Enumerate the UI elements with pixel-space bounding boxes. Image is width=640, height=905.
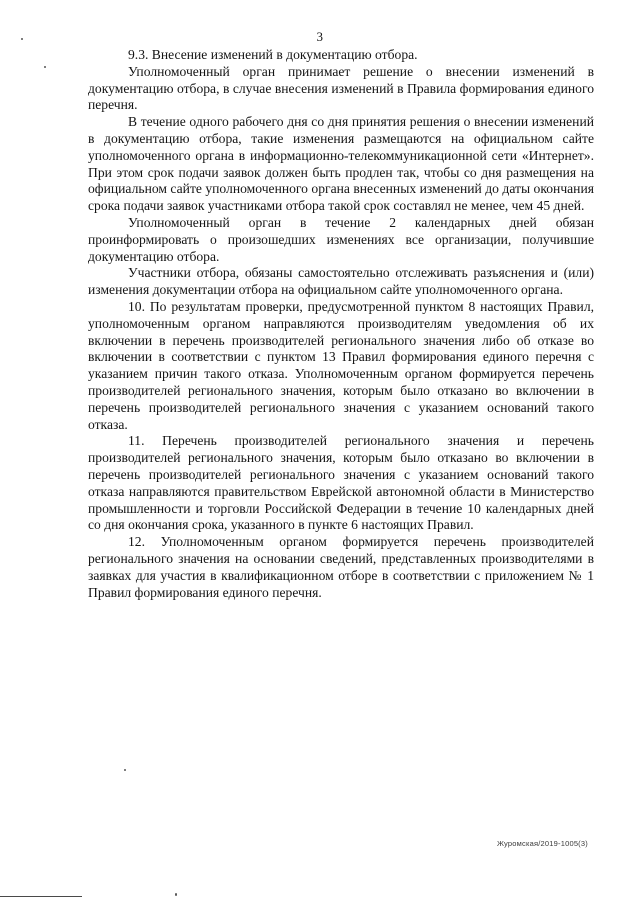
paragraph-9-3-heading: 9.3. Внесение изменений в документацию отбора. (128, 47, 418, 62)
scan-speck (44, 66, 46, 68)
paragraph-decision: Уполномоченный орган принимает решение о внесении изменений в документацию отбора, в случае внесения изменений в Правила формирования единого перечня. (88, 63, 594, 113)
footer-document-code: Журомская/2019-1005(3) (497, 839, 588, 848)
body-text (88, 47, 594, 601)
paragraph-participants: Участники отбора, обязаны самостоятельно отслеживать разъяснения и (или) изменения документации отбора на официальном сайте уполномоченного органа. (88, 265, 594, 298)
paragraph-11: 11. Перечень производителей регионального значения и перечень производителей регионального значения, которым было отказано во включении в перечень производителей регионального значения с указанием оснований такого отказа направляются правительством Еврейской автономной области в Министерство промышленности и торговли Российской Федерации в течение 10 календарных дней со дня окончания срока, указанного в пункте 6 настоящих Правил. (88, 433, 594, 533)
scan-speck (175, 893, 177, 896)
paragraph-10: 10. По результатам проверки, предусмотренной пунктом 8 настоящих Правил, уполномоченным органом направляются производителям уведомления об их включении в перечень производителей регионального значения либо об отказе во включении в соответствии с пунктом 13 Правил формирования единого перечня с указанием причин такого отказа. Уполномоченным органом формируется перечень производителей регионального значения, которым было отказано во включении в перечень производителей регионального значения с указанием оснований такого отказа. (88, 298, 594, 432)
paragraph-publication: В течение одного рабочего дня со дня принятия решения о внесении изменений в документацию отбора, такие изменения размещаются на официальном сайте уполномоченного органа в информационно-телекоммуникационной сети «Интернет». При этом срок подачи заявок должен быть продлен так, чтобы со дня размещения на официальном сайте уполномоченного органа внесенных изменений до даты окончания срока подачи заявок участниками отбора такой срок составлял не менее, чем 45 дней. (88, 114, 594, 214)
page-number: 3 (316, 29, 324, 44)
paragraph-12: 12. Уполномоченным органом формируется перечень производителей регионального значения на основании сведений, представленных производителями в заявках для участия в квалификационном отборе в соответствии с приложением № 1 Правил формирования единого перечня. (88, 534, 594, 600)
paragraph-notification: Уполномоченный орган в течение 2 календарных дней обязан проинформировать о произошедших изменениях все организации, получившие документацию отбора. (88, 214, 594, 264)
scan-edge-line (0, 896, 82, 897)
scan-speck (124, 769, 126, 771)
